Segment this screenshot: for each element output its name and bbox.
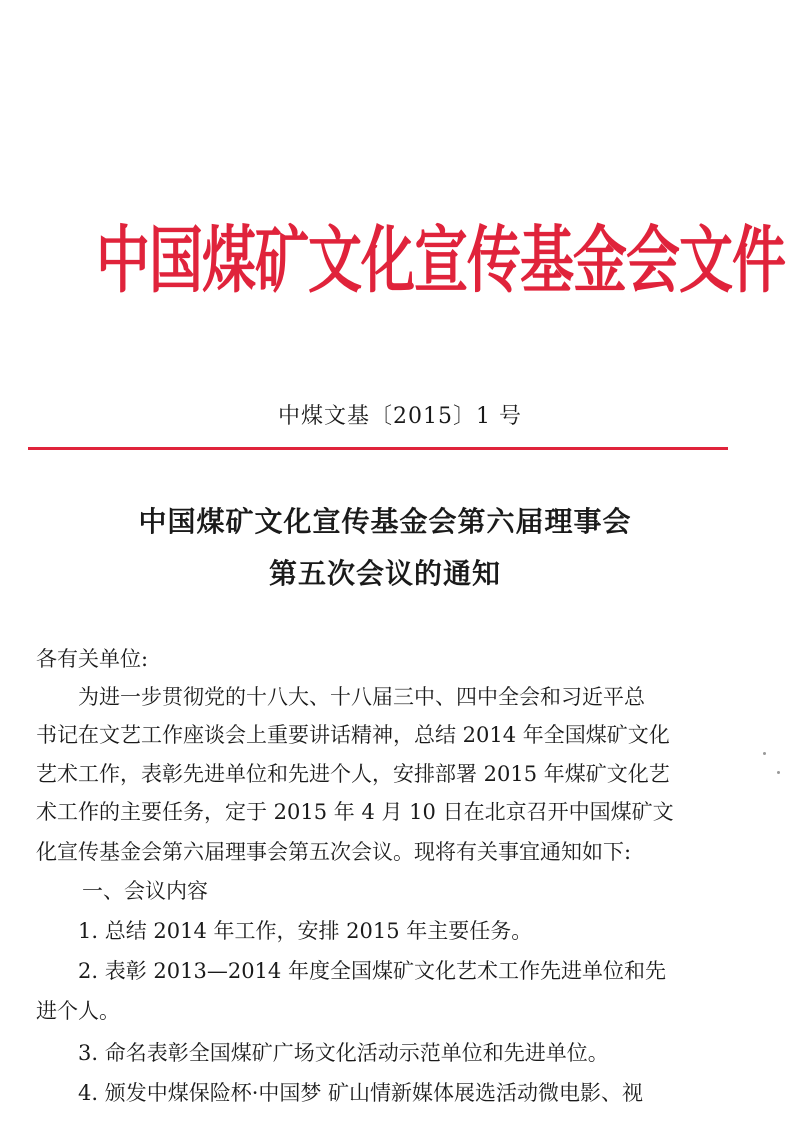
salutation: 各有关单位:: [36, 647, 149, 671]
intro-line: 化宣传基金会第六届理事会第五次会议。现将有关事宜通知如下:: [36, 840, 632, 864]
list-item: 进个人。: [36, 999, 120, 1023]
intro-line: 艺术工作，表彰先进单位和先进个人，安排部署 2015 年煤矿文化艺: [36, 762, 670, 786]
section-heading: 一、会议内容: [82, 879, 208, 903]
document-number: 中煤文基〔2015〕1 号: [278, 404, 522, 429]
scan-speck: [777, 771, 780, 774]
list-item: 4. 颁发中煤保险杯·中国梦 矿山情新媒体展选活动微电影、视: [78, 1081, 644, 1105]
list-item: 1. 总结 2014 年工作，安排 2015 年主要任务。: [78, 919, 533, 943]
scan-speck: [763, 752, 766, 755]
org-file-title: 中国煤矿文化宣传基金会文件: [96, 217, 785, 303]
notice-title-line-1: 中国煤矿文化宣传基金会第六届理事会: [138, 505, 632, 538]
list-item: 2. 表彰 2013—2014 年度全国煤矿文化艺术工作先进单位和先: [78, 959, 666, 983]
notice-title-line-2: 第五次会议的通知: [268, 557, 501, 590]
list-item: 3. 命名表彰全国煤矿广场文化活动示范单位和先进单位。: [78, 1041, 609, 1065]
intro-line: 为进一步贯彻党的十八大、十八届三中、四中全会和习近平总: [78, 685, 645, 709]
intro-line: 书记在文艺工作座谈会上重要讲话精神，总结 2014 年全国煤矿文化: [36, 723, 670, 747]
red-divider-rule: [28, 447, 728, 450]
intro-line: 术工作的主要任务，定于 2015 年 4 月 10 日在北京召开中国煤矿文: [36, 800, 674, 824]
